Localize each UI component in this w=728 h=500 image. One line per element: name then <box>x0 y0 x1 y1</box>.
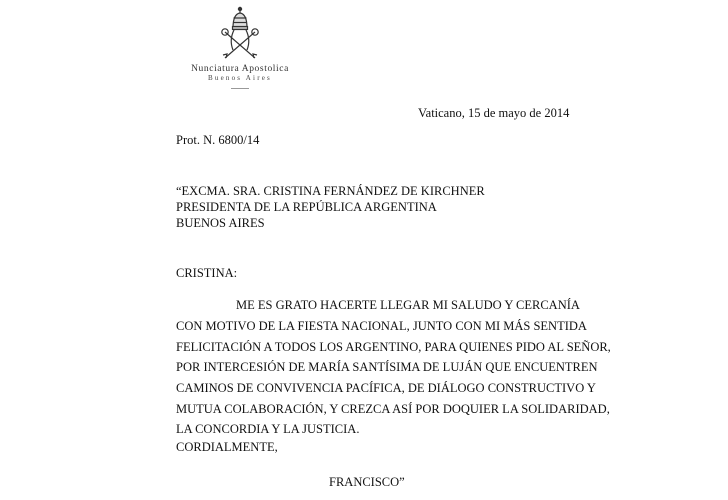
body-line: CON MOTIVO DE LA FIESTA NACIONAL, JUNTO CON MI MÁS SENTIDA <box>176 319 587 333</box>
closing: CORDIALMENTE, <box>176 440 278 454</box>
signature: FRANCISCO” <box>329 475 405 489</box>
protocol-number: Prot. N. 6800/14 <box>176 133 260 147</box>
recipient-line: “EXCMA. SRA. CRISTINA FERNÁNDEZ DE KIRCHNER <box>176 184 485 198</box>
salutation: CRISTINA: <box>176 266 238 280</box>
letter-date: Vaticano, 15 de mayo de 2014 <box>418 106 570 120</box>
recipient-line: BUENOS AIRES <box>176 216 265 230</box>
body-line: CAMINOS DE CONVIVENCIA PACÍFICA, DE DIÁLOGO CONSTRUCTIVO Y <box>176 381 596 395</box>
body-line: ME ES GRATO HACERTE LLEGAR MI SALUDO Y CERCANÍA <box>236 298 580 312</box>
recipient-line: PRESIDENTA DE LA REPÚBLICA ARGENTINA <box>176 200 437 214</box>
letterhead <box>165 6 315 89</box>
papal-coat-of-arms-icon <box>217 6 263 62</box>
body-line: POR INTERCESIÓN DE MARÍA SANTÍSIMA DE LUJÁN QUE ENCUENTREN <box>176 360 598 374</box>
organization-city: Buenos Aires <box>208 74 272 82</box>
organization-name: Nunciatura Apostolica <box>191 64 289 74</box>
body-line: FELICITACIÓN A TODOS LOS ARGENTINO, PARA QUIENES PIDO AL SEÑOR, <box>176 340 611 354</box>
divider <box>231 88 249 89</box>
body-line: MUTUA COLABORACIÓN, Y CREZCA ASÍ POR DOQUIER LA SOLIDARIDAD, <box>176 402 610 416</box>
body-line: LA CONCORDIA Y LA JUSTICIA. <box>176 422 360 436</box>
